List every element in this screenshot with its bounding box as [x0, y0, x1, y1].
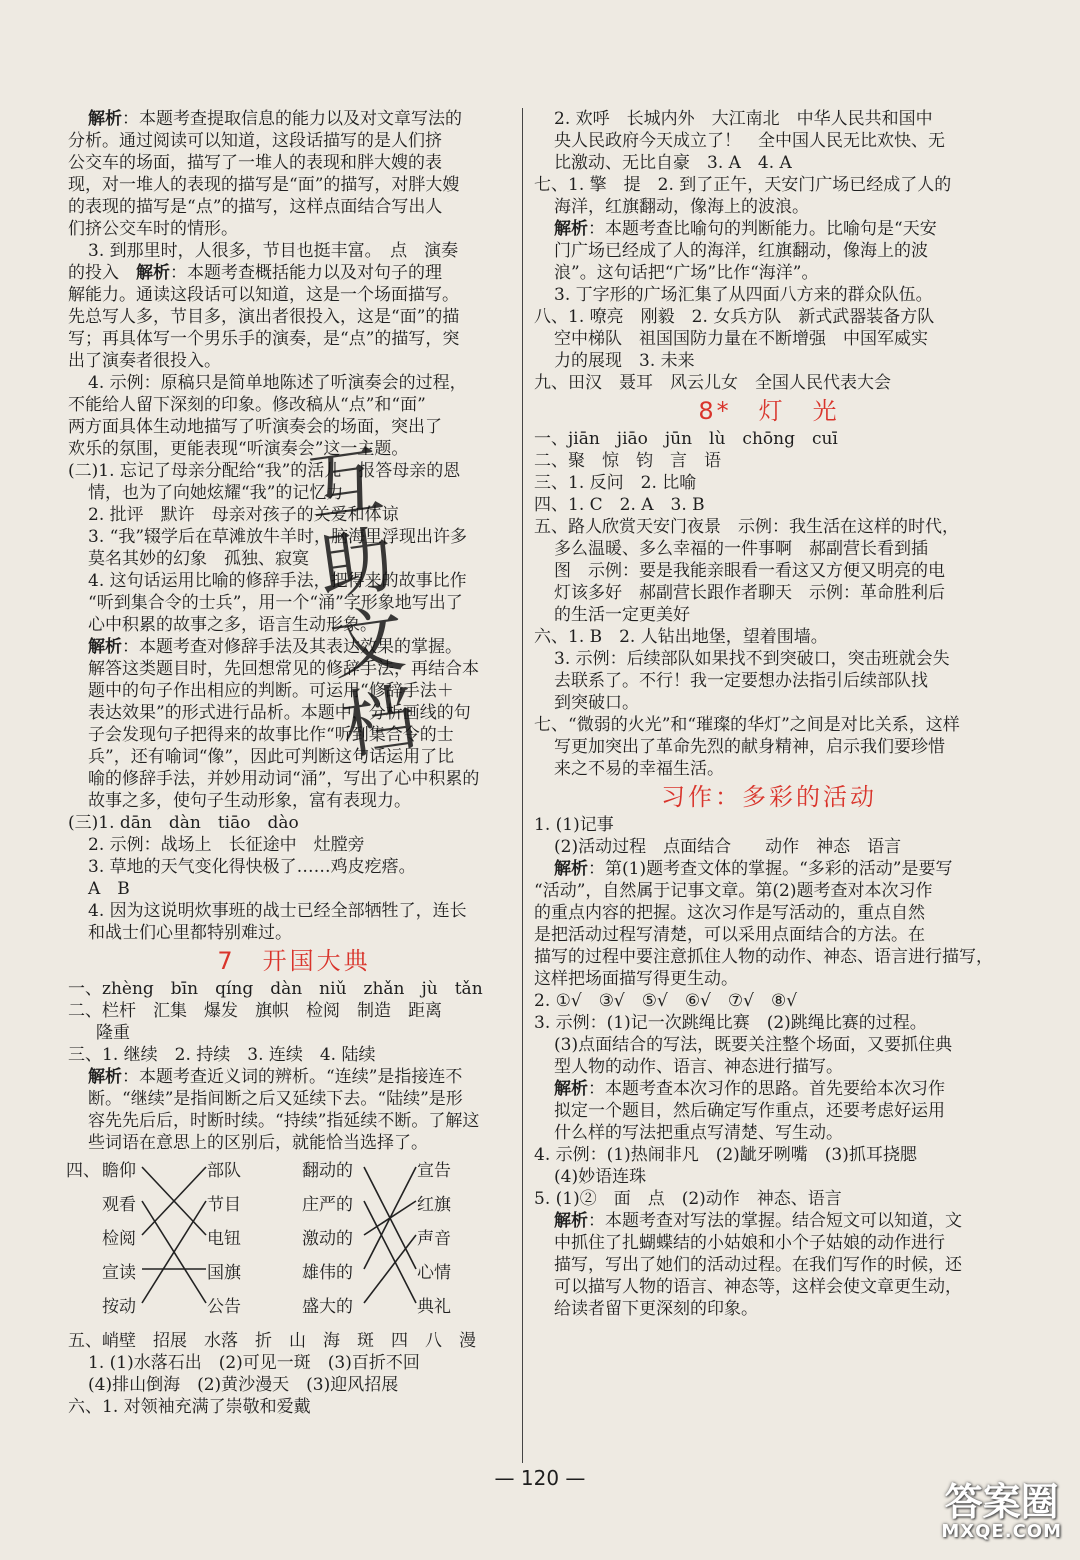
answer-line: 情，也为了向她炫耀“我”的记忆力: [88, 483, 344, 503]
answer-line: 五、路人欣赏天安门夜景 示例：我生活在这样的时代，: [534, 517, 959, 537]
answer-line: 解析：本题考查提取信息的能力以及对文章写法的: [88, 109, 462, 129]
answer-line: 欢乐的氛围，更能表现“听演奏会”这一主题。: [68, 439, 409, 459]
section-title: 8* 灯 光: [698, 397, 840, 425]
answer-line: 解析：第(1)题考查文体的掌握。“多彩的活动”是要写: [554, 859, 953, 879]
answer-line: 兵”，还有喻词“像”，因此可判断这句话运用了比: [88, 747, 455, 767]
answer-line: 去联系了。不行！我一定要想办法指引后续部队找: [554, 671, 928, 691]
answer-line: 出了演奏者很投入。: [68, 351, 221, 371]
answer-line: 解析：本题考查对写法的掌握。结合短文可以知道，文: [554, 1211, 962, 1231]
answer-line: (三)1. dān dàn tiāo dào: [68, 813, 299, 833]
answer-line: (2)活动过程 点面结合 动作 神态 语言: [554, 837, 902, 857]
answer-line: 和战士们心里都特别难过。: [88, 923, 292, 943]
match-lines: [68, 1154, 520, 1330]
answer-line: 2. 批评 默许 母亲对孩子的关爱和体谅: [88, 505, 399, 525]
answer-line: 来之不易的幸福生活。: [554, 759, 724, 779]
answer-line: 描写的过程中要注意抓住人物的动作、神态、语言进行描写，: [534, 947, 993, 967]
answer-line: 三、1. 反问 2. 比喻: [534, 473, 697, 493]
answer-line: 4. 这句话运用比喻的修辞手法，把得来的故事比作: [88, 571, 467, 591]
answer-line: 央人民政府今天成立了！ 全中国人民无比欢快、无: [554, 131, 945, 151]
answer-line: 三、1. 继续 2. 持续 3. 连续 4. 陆续: [68, 1045, 376, 1065]
answer-line: 表达效果”的形式进行品析。本题中，分析画线的句: [88, 703, 471, 723]
answer-line: 们挤公交车时的情形。: [68, 219, 238, 239]
match-word: 盛大的: [302, 1297, 353, 1317]
answer-line: 解析：本题考查对修辞手法及其表达效果的掌握。: [88, 637, 462, 657]
match-word: 雄伟的: [302, 1263, 353, 1283]
answer-line: 描写，写出了她们的活动过程。在我们写作的时候，还: [554, 1255, 962, 1275]
answer-line: (二)1. 忘记了母亲分配给“我”的活儿 报答母亲的恩: [68, 461, 461, 481]
answer-line: 2. 示例：战场上 长征途中 灶膛旁: [88, 835, 365, 855]
answer-line: 心中积累的故事之多，语言生动形象。: [88, 615, 377, 635]
answer-line: A B: [88, 879, 130, 899]
match-word: 观看: [102, 1195, 136, 1215]
answer-line: 3. “我”辍学后在草滩放牛羊时，脑海里浮现出许多: [88, 527, 468, 547]
page-number: — 120 —: [494, 1466, 586, 1490]
match-word: 电钮: [207, 1229, 241, 1249]
answer-line: 四、1. C 2. A 3. B: [534, 495, 705, 515]
answer-line: 分析。通过阅读可以知道，这段话描写的是人们挤: [68, 131, 442, 151]
answer-line: 3. 示例：(1)记一次跳绳比赛 (2)跳绳比赛的过程。: [534, 1013, 927, 1033]
answer-line: 到突破口。: [554, 693, 639, 713]
answer-line: 写更加突出了革命先烈的献身精神，启示我们要珍惜: [554, 737, 945, 757]
answer-line: 八、1. 嘹亮 刚毅 2. 女兵方队 新式武器装备方队: [534, 307, 935, 327]
answer-line: 可以描写人物的语言、神态等，这样会使文章更生动，: [554, 1277, 962, 1297]
answer-line: 先总写人多，节目多，演出者很投入，这是“面”的描: [68, 307, 460, 327]
answer-line: 力的展现 3. 未来: [554, 351, 695, 371]
match-line: [364, 1235, 416, 1303]
answer-line: 解析：本题考查本次习作的思路。首先要给本次习作: [554, 1079, 945, 1099]
match-word: 公告: [207, 1297, 241, 1317]
left-column: [68, 108, 520, 1418]
answer-line: 给读者留下更深刻的印象。: [554, 1299, 758, 1319]
answer-line: 莫名其妙的幻象 孤独、寂寞: [88, 549, 309, 569]
answer-line: 些词语在意思上的区别后，就能恰当选择了。: [88, 1133, 428, 1153]
match-word: 瞻仰: [102, 1161, 136, 1181]
answer-line: (3)点面结合的写法，既要关注整个场面，又要抓住典: [554, 1035, 953, 1055]
answer-line: 5. (1)② 面 点 (2)动作 神态、语言: [534, 1189, 842, 1209]
answer-line: 写；再具体写一个男乐手的演奏，是“点”的描写，突: [68, 329, 460, 349]
answer-line: 2. ①√ ③√ ⑤√ ⑥√ ⑦√ ⑧√: [534, 991, 798, 1011]
answer-line: 七、1. 擎 提 2. 到了正午，天安门广场已经成了人的: [534, 175, 952, 195]
answer-line: 的重点内容的把握。这次习作是写活动的，重点自然: [534, 903, 925, 923]
answer-line: 3. 到那里时，人很多，节目也挺丰富。 点 演奏: [88, 241, 459, 261]
answer-line: 这样把场面描写得更生动。: [534, 969, 738, 989]
answer-line: 4. 因为这说明炊事班的战士已经全部牺牲了，连长: [88, 901, 467, 921]
watermark-logo: [941, 1482, 1062, 1542]
answer-line: 灯该多好 郝副营长跟作者聊天 示例：革命胜利后: [554, 583, 945, 603]
matching-exercise: [68, 1154, 520, 1330]
answer-line: 解能力。通读这段话可以知道，这是一个场面描写。: [68, 285, 459, 305]
answer-line: 3. 草地的天气变化得快极了……鸡皮疙瘩。: [88, 857, 416, 877]
answer-line: 比激动、无比自豪 3. A 4. A: [554, 153, 792, 173]
answer-line: 隆重: [96, 1023, 130, 1043]
answer-line: 多么温暖、多么幸福的一件事啊 郝副营长看到插: [554, 539, 928, 559]
answer-line: 二、栏杆 汇集 爆发 旗帜 检阅 制造 距离: [68, 1001, 442, 1021]
answer-line: 是把活动过程写清楚，可以采用点面结合的方法。在: [534, 925, 925, 945]
answer-line: 解析：本题考查比喻句的判断能力。比喻句是“天安: [554, 219, 937, 239]
match-word: 庄严的: [302, 1195, 353, 1215]
section-title: 7 开国大典: [217, 947, 371, 975]
answer-line: 九、田汉 聂耳 风云儿女 全国人民代表大会: [534, 373, 891, 393]
answer-line: 六、1. B 2. 人钻出地堡，望着围墙。: [534, 627, 828, 647]
section-title: 习作：多彩的活动: [661, 783, 877, 811]
right-column: [534, 108, 1004, 1320]
answer-line: 1. (1)记事: [534, 815, 614, 835]
answer-line: 什么样的写法把重点写清楚、写生动。: [554, 1123, 843, 1143]
answer-line: 拟定一个题目，然后确定写作重点，还要考虑好运用: [554, 1101, 945, 1121]
answer-line: 解析：本题考查近义词的辨析。“连续”是指接连不: [88, 1067, 463, 1087]
answer-line: 故事之多，使句子生动形象，富有表现力。: [88, 791, 411, 811]
answer-line: 的生活一定更美好: [554, 605, 690, 625]
watermark-url: MXQE.COM: [941, 1521, 1062, 1542]
match-word: 国旗: [207, 1263, 241, 1283]
match-word: 宣告: [417, 1161, 451, 1181]
answer-line: 海洋，红旗翻动，像海上的波浪。: [554, 197, 809, 217]
answer-line: 3. 示例：后续部队如果找不到突破口，突击班就会失: [554, 649, 950, 669]
answer-line: 断。“继续”是指间断之后又延续下去。“陆续”是形: [88, 1089, 463, 1109]
answer-line: 现，对一堆人的表现的描写是“面”的描写，对胖大嫂: [68, 175, 460, 195]
match-word: 翻动的: [302, 1161, 353, 1181]
answer-line: 图 示例：要是我能亲眼看一看这又方便又明亮的电: [554, 561, 945, 581]
answer-line: 一、zhèng bīn qíng dàn niǔ zhǎn jù tǎn: [68, 979, 483, 999]
answer-line: 中抓住了扎蝴蝶结的小姑娘和小个子姑娘的动作进行: [554, 1233, 945, 1253]
answer-line: 浪”。这句话把“广场”比作“海洋”。: [554, 263, 819, 283]
answer-line: 4. 示例：原稿只是简单地陈述了听演奏会的过程，: [88, 373, 467, 393]
answer-line: 六、1. 对领袖充满了崇敬和爱戴: [68, 1397, 311, 1417]
watermark-text: 答案圈: [944, 1480, 1059, 1524]
answer-line: 解答这类题目时，先回想常见的修辞手法，再结合本: [88, 659, 479, 679]
match-word: 按动: [102, 1297, 136, 1317]
match-word: 部队: [207, 1161, 241, 1181]
answer-line: (4)妙语连珠: [554, 1167, 647, 1187]
match-label: 四、: [66, 1161, 100, 1181]
answer-line: 门广场已经成了人的海洋，红旗翻动，像海上的波: [554, 241, 928, 261]
match-word: 检阅: [102, 1229, 136, 1249]
answer-line: 七、“微弱的火光”和“璀璨的华灯”之间是对比关系，这样: [534, 715, 960, 735]
match-word: 宣读: [102, 1263, 136, 1283]
answer-line: 喻的修辞手法，并妙用动词“涌”，写出了心中积累的: [88, 769, 480, 789]
answer-line: 一、jiān jiāo jūn lù chōng cuī: [534, 429, 838, 449]
match-word: 声音: [417, 1229, 451, 1249]
answer-line: 子会发现句子把得来的故事比作“听到集合令的士: [88, 725, 454, 745]
match-word: 红旗: [417, 1195, 451, 1215]
answer-line: “活动”，自然属于记事文章。第(2)题考查对本次习作: [534, 881, 933, 901]
answer-line: (4)排山倒海 (2)黄沙漫天 (3)迎风招展: [88, 1375, 399, 1395]
match-word: 典礼: [417, 1297, 451, 1317]
answer-line: 3. 丁字形的广场汇集了从四面八方来的群众队伍。: [554, 285, 933, 305]
answer-line: 型人物的动作、语言、神态进行描写。: [554, 1057, 843, 1077]
answer-line: 容先先后后，时断时续。“持续”指延续不断。了解这: [88, 1111, 480, 1131]
answer-line: 的投入 解析：本题考查概括能力以及对句子的理: [68, 263, 442, 283]
answer-line: 二、聚 惊 钧 言 语: [534, 451, 721, 471]
answer-line: 4. 示例：(1)热闹非凡 (2)龇牙咧嘴 (3)抓耳挠腮: [534, 1145, 917, 1165]
answer-line: 题中的句子作出相应的判断。可运用“修辞手法＋: [88, 681, 454, 701]
answer-line: 空中梯队 祖国国防力量在不断增强 中国军威实: [554, 329, 928, 349]
match-word: 节目: [207, 1195, 241, 1215]
answer-line: “听到集合令的士兵”，用一个“涌”字形象地写出了: [88, 593, 463, 613]
answer-line: 不能给人留下深刻的印象。修改稿从“点”和“面”: [68, 395, 426, 415]
answer-line: 两方面具体生动地描写了听演奏会的场面，突出了: [68, 417, 442, 437]
handwritten-stamp: 互助文档: [302, 436, 422, 771]
column-divider: [522, 108, 523, 1463]
answer-line: 2. 欢呼 长城内外 大江南北 中华人民共和国中: [554, 109, 933, 129]
answer-line: 1. (1)水落石出 (2)可见一斑 (3)百折不回: [88, 1353, 420, 1373]
answer-line: 五、峭壁 招展 水落 折 山 海 斑 四 八 漫: [68, 1331, 476, 1351]
answer-line: 的表现的描写是“点”的描写，这样点面结合写出人: [68, 197, 443, 217]
match-word: 心情: [417, 1263, 451, 1283]
answer-line: 公交车的场面，描写了一堆人的表现和胖大嫂的表: [68, 153, 442, 173]
match-word: 激动的: [302, 1229, 353, 1249]
